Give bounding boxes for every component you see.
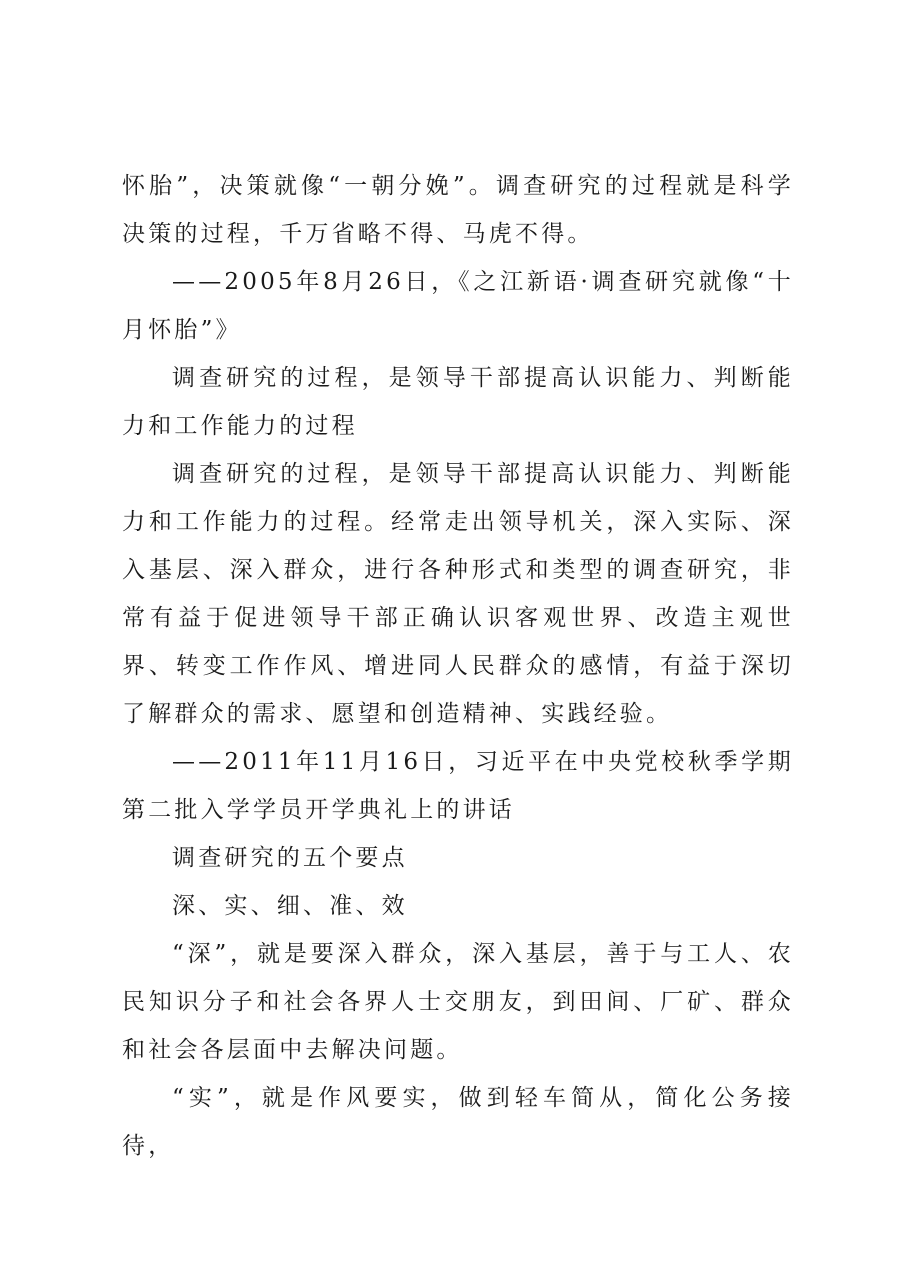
paragraph-five-points-list: 深、实、细、准、效: [172, 893, 408, 919]
paragraph-heading-five-points: 调查研究的五个要点: [172, 845, 408, 871]
paragraph-citation-2005: ——2005年8月26日，《之江新语·调查研究就像“十月怀胎”》: [122, 269, 794, 343]
paragraph-point-deep: “深”，就是要深入群众，深入基层，善于与工人、农民知识分子和社会各界人士交朋友，到田间、厂矿、群众和社会各层面中去解决问题。: [122, 941, 794, 1063]
paragraph-heading-process: 调查研究的过程，是领导干部提高认识能力、判断能力和工作能力的过程: [122, 365, 794, 439]
document-body: [122, 162, 794, 1170]
paragraph-point-solid: “实”，就是作风要实，做到轻车简从，简化公务接待，: [122, 1085, 794, 1159]
paragraph-citation-2011: ——2011年11月16日，习近平在中央党校秋季学期第二批入学学员开学典礼上的讲话: [122, 749, 794, 823]
paragraph-continuation: 怀胎”，决策就像“一朝分娩”。调查研究的过程就是科学决策的过程，千万省略不得、马虎不得。: [122, 173, 794, 247]
paragraph-body-process: 调查研究的过程，是领导干部提高认识能力、判断能力和工作能力的过程。经常走出领导机关，深入实际、深入基层、深入群众，进行各种形式和类型的调查研究，非常有益于促进领导干部正确认识客观世界、改造主观世界、转变工作作风、增进同人民群众的感情，有益于深切了解群众的需求、愿望和创造精神、实践经验。: [122, 461, 794, 727]
